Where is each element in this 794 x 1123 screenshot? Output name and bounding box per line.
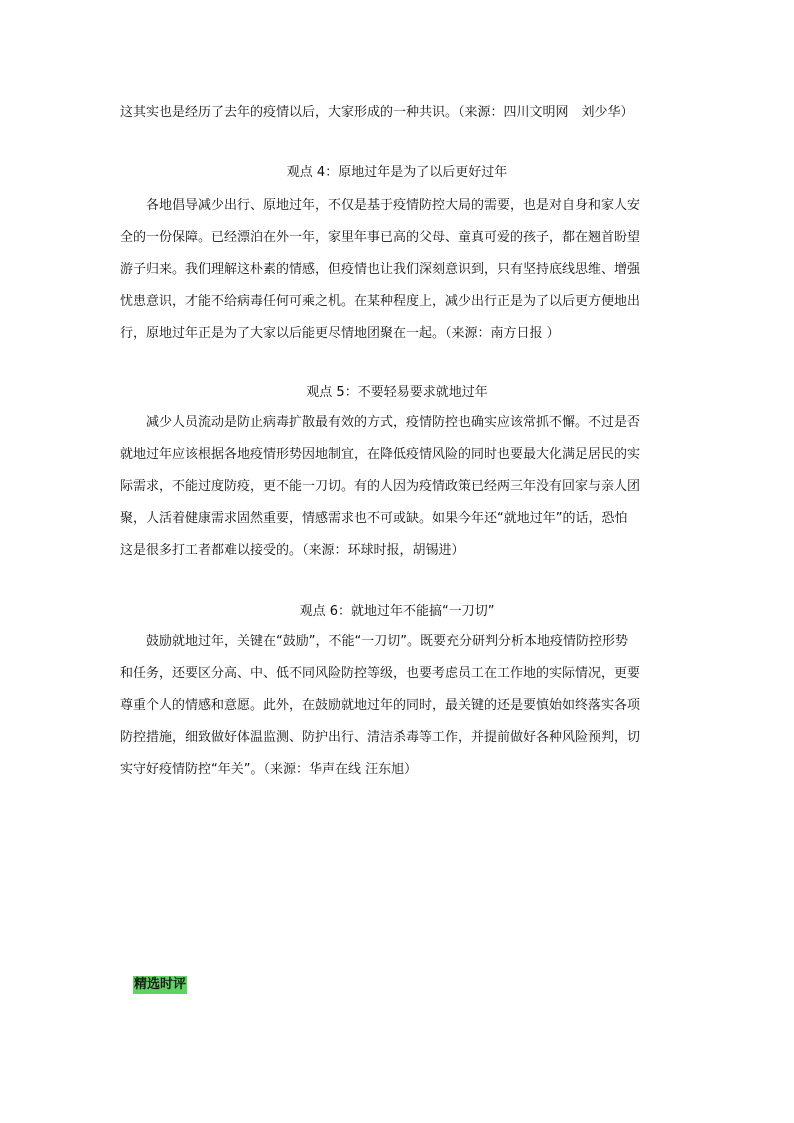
section-4-line-1: 各地倡导减少出行、原地过年，不仅是基于疫情防控大局的需要，也是对自身和家人安 — [146, 198, 641, 213]
section-6-line-1: 鼓励就地过年，关键在“鼓励”，不能“一刀切”。既要充分研判分析本地疫情防控形势 — [146, 634, 628, 649]
intro-line: 这其实也是经历了去年的疫情以后，大家形成的一种共识。（来源：四川文明网 刘少华） — [120, 105, 634, 120]
section-6-line-3: 尊重个人的情感和意愿。此外，在鼓励就地过年的同时，最关键的还是要慎始如终落实各项 — [120, 698, 641, 713]
section-5-heading: 观点 5：不要轻易要求就地过年 — [306, 385, 488, 400]
section-6-line-4: 防控措施，细致做好体温监测、防护出行、清洁杀毒等工作，并提前做好各种风险预判，切 — [120, 730, 641, 745]
section-6-line-2: 和任务，还要区分高、中、低不同风险防控等级，也要考虑员工在工作地的实际情况，更要 — [120, 666, 641, 681]
section-5-line-4: 聚，人活着健康需求固然重要，情感需求也不可或缺。如果今年还“就地过年”的话，恐怕 — [120, 511, 628, 526]
section-4-line-5: 行，原地过年正是为了大家以后能更尽情地团聚在一起。（来源：南方日报 ） — [120, 326, 560, 341]
section-label-highlight: 精选时评 — [134, 977, 187, 992]
section-6-line-5: 实守好疫情防控“年关”。（来源：华声在线 汪东旭） — [120, 762, 418, 777]
section-5-line-5: 这是很多打工者都难以接受的。（来源：环球时报，胡锡进） — [120, 543, 465, 558]
section-4-heading: 观点 4：原地过年是为了以后更好过年 — [286, 165, 508, 180]
section-4-line-3: 游子归来。我们理解这朴素的情感，但疫情也让我们深刻意识到，只有坚持底线思维、增强 — [120, 262, 641, 277]
section-5-line-3: 际需求，不能过度防疫，更不能一刀切。有的人因为疫情政策已经两三年没有回家与亲人团 — [120, 479, 641, 494]
section-5-line-1: 减少人员流动是防止病毒扩散最有效的方式，疫情防控也确实应该常抓不懈。不过是否 — [146, 415, 641, 430]
section-4-line-2: 全的一份保障。已经漂泊在外一年，家里年事已高的父母、童真可爱的孩子，都在翘首盼望 — [120, 230, 641, 245]
section-5-line-2: 就地过年应该根据各地疫情形势因地制宜，在降低疫情风险的同时也要最大化满足居民的实 — [120, 447, 641, 462]
section-4-line-4: 忧患意识，才能不给病毒任何可乘之机。在某种程度上，减少出行正是为了以后更方便地出 — [120, 294, 641, 309]
section-6-heading: 观点 6：就地过年不能搞“一刀切” — [299, 604, 495, 619]
